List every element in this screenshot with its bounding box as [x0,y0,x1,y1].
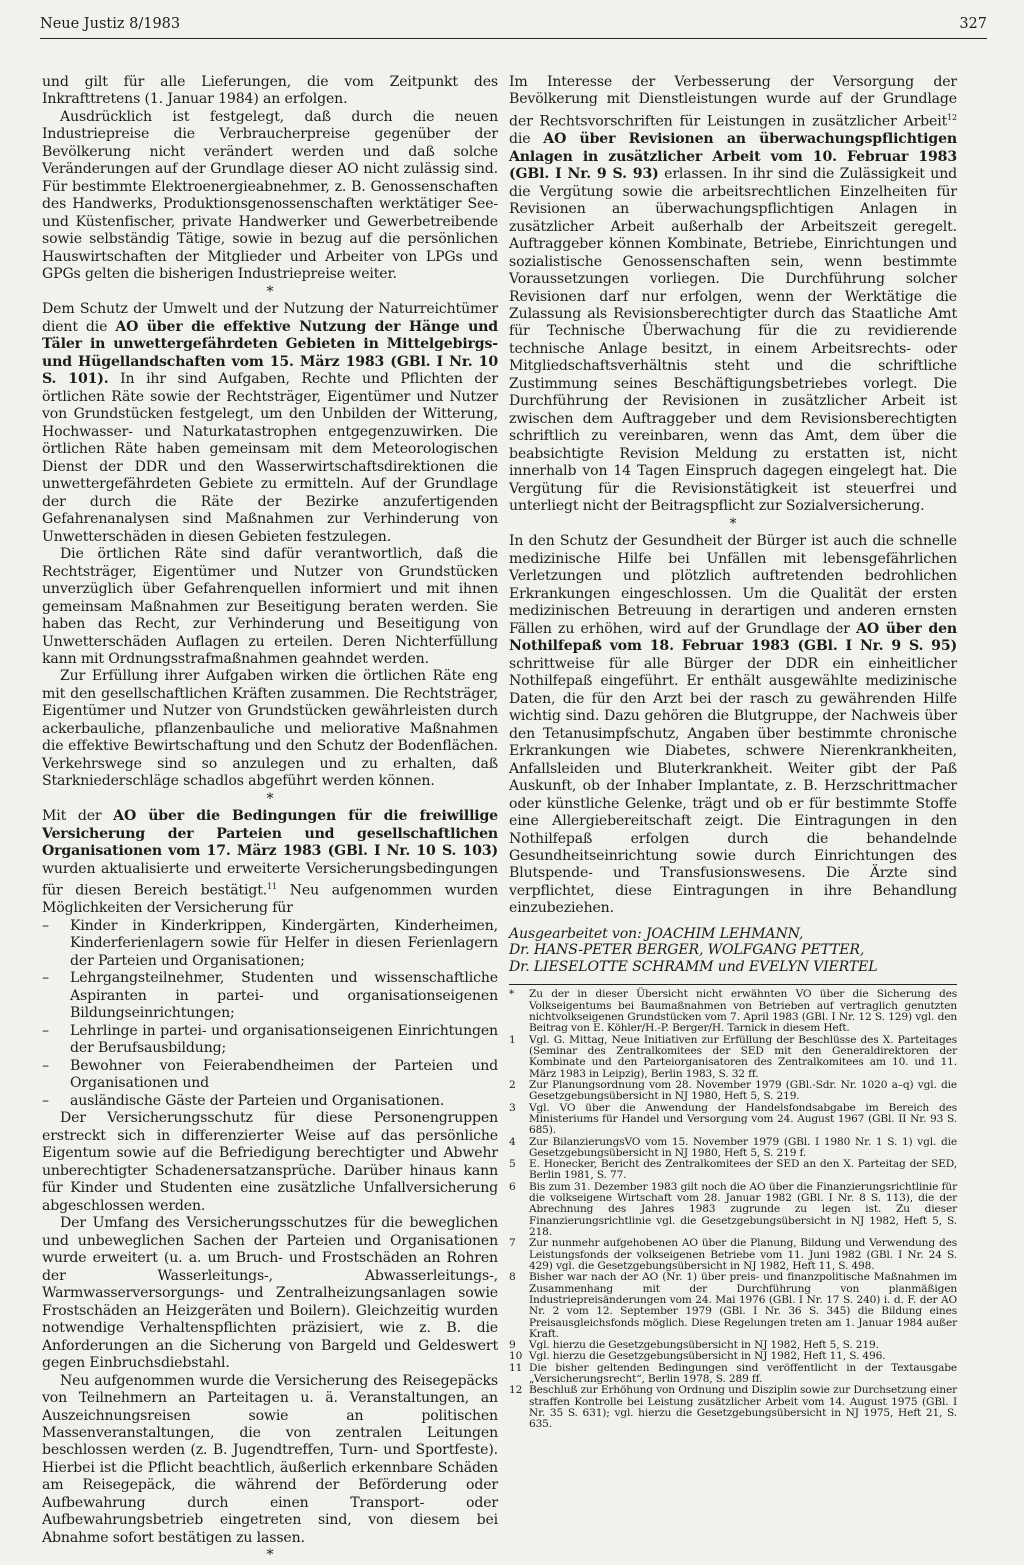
section-divider: * [729,515,737,532]
author-line: Ausgearbeitet von: JOACHIM LEHMANN, [509,925,804,942]
paragraph: und gilt für alle Lieferungen, die vom Zeitpunkt des Inkrafttretens (1. Januar 1984) an erfolgen. [42,74,498,108]
section-divider: * [266,1547,274,1564]
left-column [42,74,498,1565]
regulation-title: AO über die effektive Nutzung der Hänge und Täler in unwettergefährdeten Gebieten in Mittelgebirgs- und Hügellandschaften vom 15. März 1983 (GBl. I Nr. 10 S. 101). [42,318,498,388]
paragraph: Im Interesse der Verbesserung der Versorgung der Bevölkerung mit Dienstleistungen wurde auf der Grundlage der Rechtsvorschriften für Leistungen in zusätzlicher Arbeit$^{12}$ die AO über Revisionen an überwachungspflichtigen Anlagen in zusätzlicher Arbeit vom 10. Februar 1983 (GBl. I Nr. 9 S. 93) erlassen. In ihr sind die Zulässigkeit und die Vergütung sowie die arbeitsrechtlichen Einzelheiten für Revisionen an überwachungspflichtigen Anlagen in zusätzlicher Arbeit außerhalb der Arbeitszeit geregelt. Auftraggeber können Kombinate, Betriebe, Einrichtungen und sozialistische Genossenschaften sein, wenn bestimmte Voraussetzungen vorliegen. Die Durchführung solcher Revisionen darf nur erfolgen, wenn der Werktätige die Zulassung als Revisionsberechtigter durch das Staatliche Amt für Technische Überwachung für die zu revidierende technische Anlage besitzt, in einem Arbeitsrechts- oder Mitgliedschaftsverhältnis steht und die schriftliche Zustimmung seines Beschäftigungsbetriebes vorlegt. Die Durchführung der Revisionen in zusätzlicher Arbeit ist zwischen dem Auftraggeber und dem Revisionsberechtigten schriftlich zu vereinbaren, wenn das Amt, dem über die beabsichtigte Revision Meldung zu erstatten ist, nicht innerhalb von 14 Tagen Einspruch dagegen eingelegt hat. Die Vergütung für die Revisionstätigkeit ist steuerfrei und unterliegt nicht der Beitragspflicht zur Sozialversicherung. [509,74,957,515]
paragraph: Ausdrücklich ist festgelegt, daß durch die neuen Industriepreise die Verbraucherpreise gegenüber der Bevölkerung nicht verändert werden und daß solche Veränderungen auf der Grundlage dieser AO nicht zulässig sind. Für bestimmte Elektroenergieabnehmer, z. B. Genossenschaften des Handwerks, Produktionsgenossenschaften werktätiger See- und Küstenfischer, private Handwerker und Gewerbetreibende sowie selbständig Tätige, sowie in bezug auf die persönlichen Hauswirtschaften der Mitglieder und Arbeiter von LPGs und GPGs gelten die bisherigen Industriepreise weiter. [42,108,498,283]
regulation-title: AO über die Bedingungen für die freiwillige Versicherung der Parteien und gesellschaftlichen Organisationen vom 17. März 1983 (GBl. I Nr. 10 S. 103) [42,808,498,860]
footnotes [509,989,957,1430]
footnote: 9 Vgl. hierzu die Gesetzgebungsübersicht in NJ 1982, Heft 5, S. 219. [509,1339,879,1352]
footnote: 11 Die bisher geltenden Bedingungen sind veröffentlicht in der Textausgabe „Versicherungsrecht“, Berlin 1978, S. 289 ff. [509,1361,957,1386]
footnote-ref: 12 [947,112,957,122]
footnote: 5 E. Honecker, Bericht des Zentralkomitees der SED an den X. Parteitag der SED, Berlin 1981, S. 77. [509,1158,957,1182]
bullet-list [42,918,498,1110]
footnote: 7 Zur nunmehr aufgehobenen AO über die Planung, Bildung und Verwendung des Leistungsfonds der volkseigenen Betriebe vom 11. Juni 1982 (GBl. I Nr. 24 S. 429) vgl. die Gesetzgebungsübersicht in NJ 1982, Heft 11, S. 498. [509,1237,957,1272]
list-item: – ausländische Gäste der Parteien und Organisationen. [42,1092,445,1109]
paragraph: Der Versicherungsschutz für diese Personengruppen erstreckt sich in differenzierter Weise auf das persönliche Eigentum sowie auf die Befriedigung berechtigter und Abwehr unberechtigter Schadenersatzansprüche. Darüber hinaus kann für Kinder und Studenten eine zusätzliche Unfallversicherung abgeschlossen werden. [42,1110,498,1214]
footnote-divider [509,984,957,985]
regulation-title: AO über Revisionen an überwachungspflichtigen Anlagen in zusätzlicher Arbeit vom 10. Februar 1983 (GBl. I Nr. 9 S. 93) [509,131,957,183]
section-divider: * [266,790,274,807]
author-line: Dr. LIESELOTTE SCHRAMM und EVELYN VIERTEL [509,958,878,975]
list-item: – Bewohner von Feierabendheimen der Parteien und Organisationen und [42,1057,498,1092]
right-column [509,74,957,1431]
list-item: – Lehrlinge in partei- und organisationseigenen Einrichtungen der Berufsausbildung; [42,1022,498,1057]
paragraph: Mit der AO über die Bedingungen für die freiwillige Versicherung der Parteien und gesellschaftlichen Organisationen vom 17. März 1983 (GBl. I Nr. 10 S. 103) wurden aktualisierte und erweiterte Versicherungsbedingungen für diesen Bereich bestätigt.$^{11}$ Neu aufgenommen wurden Möglichkeiten der Versicherung für [42,808,498,917]
authors-block [509,926,957,976]
footnote-ref: 11 [267,882,277,892]
list-item: – Kinder in Kinderkrippen, Kindergärten, Kinderheimen, Kinderferienlagern sowie für Helfer in diesen Ferienlagern der Parteien und Organisationen; [42,917,498,969]
paragraph: Neu aufgenommen wurde die Versicherung des Reisegepäcks von Teilnehmern an Parteitagen u. ä. Veranstaltungen, an Auszeichnungsreisen sowie an politischen Massenveranstaltungen, die von zentralen Leitungen beschlossen werden (z. B. Jugendtreffen, Turn- und Sportfeste). Hierbei ist die Pflicht beachtlich, äußerlich erkennbare Schäden am Reisegepäck, die während der Beförderung oder Aufbewahrung durch einen Transport- oder Aufbewahrungsbetrieb eingetreten sind, von diesem bei Abnahme sofort bestätigen zu lassen. [42,1372,498,1546]
paragraph: Dem Schutz der Umwelt und der Nutzung der Naturreichtümer dient die AO über die effektive Nutzung der Hänge und Täler in unwettergefährdeten Gebieten in Mittelgebirgs- und Hügellandschaften vom 15. März 1983 (GBl. I Nr. 10 S. 101). In ihr sind Aufgaben, Rechte und Pflichten der örtlichen Räte sowie der Rechtsträger, Eigentümer und Nutzer von Grundstücken festgelegt, um den Unbilden der Witterung, Hochwasser- und Naturkatastrophen entgegenzuwirken. Die örtlichen Räte haben gemeinsam mit dem Meteorologischen Dienst der DDR und den Wasserwirtschaftsdirektionen die unwettergefährdeten Gebiete zu ermitteln. Auf der Grundlage der durch die Räte der Bezirke anzufertigenden Gefahrenanalysen sind Maßnahmen zur Verhinderung von Unwetterschäden in diesen Gebieten festzulegen. [42,301,498,545]
footnote: 4 Zur BilanzierungsVO vom 15. November 1979 (GBl. I 1980 Nr. 1 S. 1) vgl. die Gesetzgebungsübersicht in NJ 1980, Heft 5, S. 219 f. [509,1135,957,1159]
regulation-title: AO über den Nothilfepaß vom 18. Februar 1983 (GBl. I Nr. 9 S. 95) [509,620,957,655]
author-line: Dr. HANS-PETER BERGER, WOLFGANG PETTER, [509,942,865,959]
paragraph: In den Schutz der Gesundheit der Bürger ist auch die schnelle medizinische Hilfe bei Unfällen mit lebensgefährlichen Verletzungen und plötzlich auftretenden bedrohlichen Erkrankungen eingeschlossen. Um die Qualität der ersten medizinischen Betreuung in derartigen und anderen ernsten Fällen zu erhöhen, wird auf der Grundlage der AO über den Nothilfepaß vom 18. Februar 1983 (GBl. I Nr. 9 S. 95) schrittweise für alle Bürger der DDR ein einheitlicher Nothilfepaß eingeführt. Er enthält ausgewählte medizinische Daten, die für den Arzt bei der rasch zu gewährenden Hilfe wichtig sind. Dazu gehören die Blutgruppe, der Nachweis über den Tetanusimpfschutz, Angaben über bestimmte chronische Erkrankungen wie Diabetes, schwere Nierenkrankheiten, Anfallsleiden und Bluterkrankheit. Weiter gibt der Paß Auskunft, ob der Inhaber Implantate, z. B. Herzschrittmacher oder künstliche Gelenke, trägt und ob er für bestimmte Stoffe eine Allergiebereitschaft zeigt. Die Eintragungen in den Nothilfepaß erfolgen durch die behandelnde Gesundheitseinrichtung sowie durch Einrichtungen des Blutspende- und Transfusionswesens. Die Ärzte sind verpflichtet, diese Eintragungen in ihre Behandlung einzubeziehen. [509,533,957,917]
footnote: 2 Zur Planungsordnung vom 28. November 1979 (GBl.-Sdr. Nr. 1020 a–q) vgl. die Gesetzgebungsübersicht in NJ 1980, Heft 5, S. 219. [509,1078,957,1103]
footnote: * Zu der in dieser Übersicht nicht erwähnten VO über die Sicherung des Volkseigentums bei Baumaßnahmen von Betrieben auf vertraglich genutzten nichtvolkseigenen Grundstücken vom 7. April 1983 (GBl. I Nr. 12 S. 129) vgl. den Beitrag von E. Köhler/H.-P. Berger/H. Tarnick in diesem Heft. [509,988,957,1035]
paragraph: Die örtlichen Räte sind dafür verantwortlich, daß die Rechtsträger, Eigentümer und Nutzer von Grundstücken unverzüglich über Gefahrenquellen informiert und mit ihnen gemeinsam Maßnahmen zur Beseitigung beraten werden. Sie haben das Recht, zur Verhinderung und Beseitigung von Unwetterschäden Auflagen zu erteilen. Deren Nichterfüllung kann mit Ordnungsstrafmaßnahmen geahndet werden. [42,546,498,667]
journal-issue: Neue Justiz 8/1983 [40,16,181,32]
section-divider: * [266,283,274,300]
paragraph: Der Umfang des Versicherungsschutzes für die beweglichen und unbeweglichen Sachen der Parteien und Organisationen wurde erweitert (u. a. um Bruch- und Frostschäden an Rohren der Wasserleitungs-, Abwasserleitungs-, Warmwasserversorgungs- und Zentralheizungsanlagen sowie Frostschäden an Heizgeräten und Boilern). Gleichzeitig wurden notwendige Verhaltenspflichten präzisiert, wie z. B. die Anforderungen an die Sicherung von Bargeld und Geldeswert gegen Einbruchsdiebstahl. [42,1215,498,1372]
paragraph: Zur Erfüllung ihrer Aufgaben wirken die örtlichen Räte eng mit den gesellschaftlichen Kräften zusammen. Die Rechtsträger, Eigentümer und Nutzer von Grundstücken gewährleisten durch ackerbauliche, pflanzenbauliche und meliorative Maßnahmen die effektive Bewirtschaftung und den Schutz der Bodenflächen. Verkehrswege sind so anzulegen und zu erhalten, daß Starkniederschläge schadlos abgeführt werden können. [42,668,498,790]
footnote: 3 Vgl. VO über die Anwendung der Handelsfondsabgabe im Bereich des Ministeriums für Handel und Versorgung vom 24. August 1967 (GBl. II Nr. 93 S. 685). [509,1101,957,1137]
footnote: 12 Beschluß zur Erhöhung von Ordnung und Disziplin sowie zur Durchsetzung einer straffen Kontrolle bei Leistung zusätzlicher Arbeit vom 14. August 1975 (GBl. I Nr. 35 S. 631); vgl. hierzu die Gesetzgebungsübersicht in NJ 1975, Heft 21, S. 635. [509,1384,957,1431]
footnote: 8 Bisher war nach der AO (Nr. 1) über preis- und finanzpolitische Maßnahmen im Zusammenhang mit der Durchführung von planmäßigen Industriepreisänderungen vom 24. Mai 1976 (GBl. I Nr. 17 S. 240) i. d. F. der AO Nr. 2 vom 12. September 1979 (GBl. I Nr. 36 S. 345) die Bildung eines Preisausgleichsfonds möglich. Diese Regelungen treten am 1. Januar 1984 außer Kraft. [509,1271,957,1340]
page-number: 327 [959,16,987,32]
page-header [40,16,987,39]
footnote: 1 Vgl. G. Mittag, Neue Initiativen zur Erfüllung der Beschlüsse des X. Parteitages (Seminar des Zentralkomitees der SED mit den Generaldirektoren der Kombinate und den Parteiorganisatoren des Zentralkomitees am 10. und 11. März 1983 in Leipzig), Berlin 1983, S. 32 ff. [509,1033,957,1080]
footnote: 6 Bis zum 31. Dezember 1983 gilt noch die AO über die Finanzierungsrichtlinie für die volkseigene Wirtschaft vom 28. Januar 1982 (GBl. I Nr. 8 S. 113), die der Abrechnung des Jahres 1983 zugrunde zu legen ist. Zu dieser Finanzierungsrichtlinie vgl. die Gesetzgebungsübersicht in NJ 1982, Heft 5, S. 218. [509,1180,957,1238]
footnote: 10 Vgl. hierzu die Gesetzgebungsübersicht in NJ 1982, Heft 11, S. 496. [509,1350,886,1363]
list-item: – Lehrgangsteilnehmer, Studenten und wissenschaftliche Aspiranten in partei- und organisationseigenen Bildungseinrichtungen; [42,970,498,1022]
